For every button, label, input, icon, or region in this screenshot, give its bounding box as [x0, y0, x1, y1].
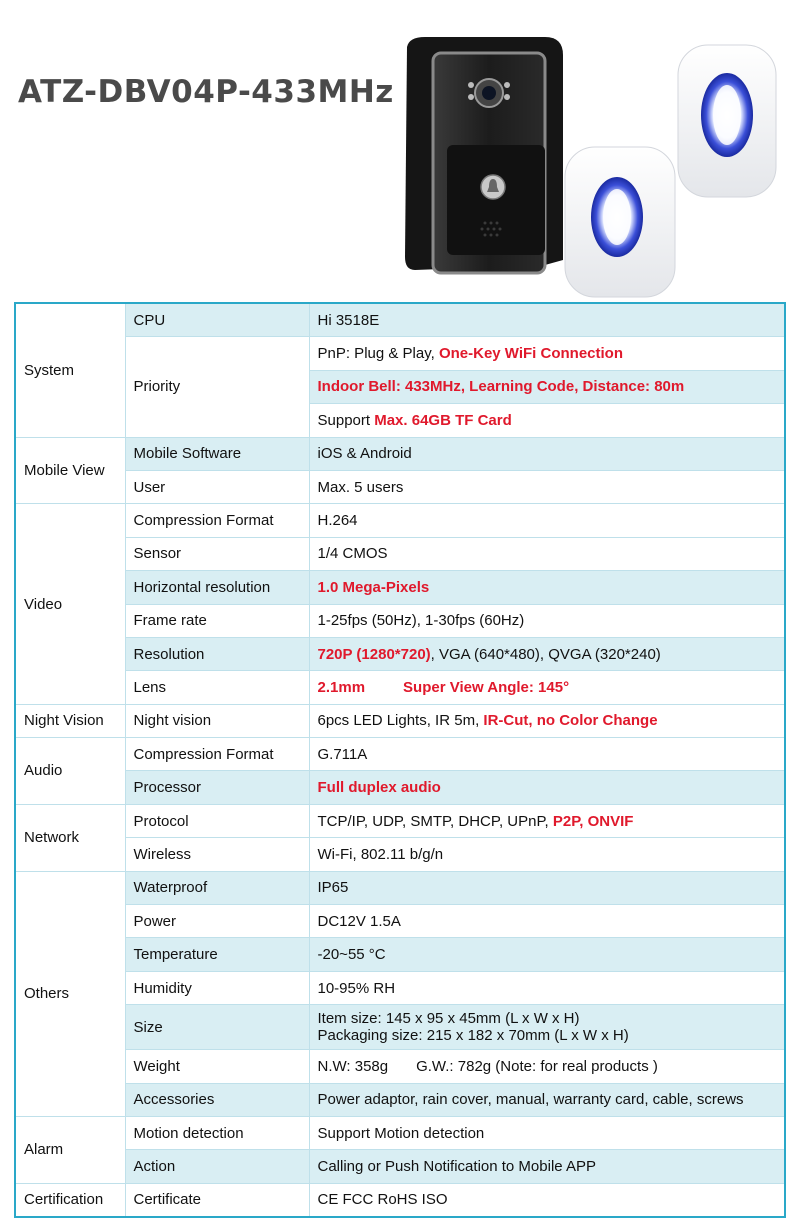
row-label: Humidity	[125, 971, 309, 1004]
row-value: iOS & Android	[309, 437, 785, 470]
table-row	[15, 704, 785, 737]
product-photo	[395, 25, 800, 300]
row-label: Sensor	[125, 537, 309, 570]
row-label: Temperature	[125, 938, 309, 971]
row-value: Power adaptor, rain cover, manual, warranty card, cable, screws	[309, 1083, 785, 1116]
row-label: Processor	[125, 771, 309, 804]
table-row	[15, 504, 785, 537]
table-row	[15, 470, 785, 503]
table-row	[15, 804, 785, 837]
group-label-system: System	[15, 303, 125, 437]
row-label: Motion detection	[125, 1116, 309, 1149]
table-row	[15, 1116, 785, 1149]
row-label: Frame rate	[125, 604, 309, 637]
row-value: CE FCC RoHS ISO	[309, 1183, 785, 1217]
table-row	[15, 671, 785, 704]
table-row	[15, 1005, 785, 1050]
row-label: CPU	[125, 303, 309, 337]
group-label-audio: Audio	[15, 738, 125, 805]
row-label: Protocol	[125, 804, 309, 837]
table-row	[15, 604, 785, 637]
row-value: Item size: 145 x 95 x 45mm (L x W x H) Packaging size: 215 x 182 x 70mm (L x W x H)	[309, 1005, 785, 1050]
row-value: Support Max. 64GB TF Card	[309, 404, 785, 437]
row-label: Weight	[125, 1050, 309, 1083]
group-label-certification: Certification	[15, 1183, 125, 1217]
row-value: DC12V 1.5A	[309, 905, 785, 938]
table-row	[15, 571, 785, 604]
table-row	[15, 1183, 785, 1217]
row-value: 1.0 Mega-Pixels	[309, 571, 785, 604]
row-label: Horizontal resolution	[125, 571, 309, 604]
row-value: H.264	[309, 504, 785, 537]
row-label: User	[125, 470, 309, 503]
row-value: Calling or Push Notification to Mobile APP	[309, 1150, 785, 1183]
table-row	[15, 437, 785, 470]
row-value: N.W: 358g G.W.: 782g (Note: for real products )	[309, 1050, 785, 1083]
row-value: Wi-Fi, 802.11 b/g/n	[309, 838, 785, 871]
group-label-alarm: Alarm	[15, 1116, 125, 1183]
spec-table	[14, 302, 786, 1218]
row-label: Night vision	[125, 704, 309, 737]
row-value: Support Motion detection	[309, 1116, 785, 1149]
product-title: ATZ-DBV04P-433MHz	[18, 74, 394, 110]
table-row	[15, 871, 785, 904]
table-row	[15, 1150, 785, 1183]
row-label: Wireless	[125, 838, 309, 871]
row-label: Mobile Software	[125, 437, 309, 470]
row-label: Accessories	[125, 1083, 309, 1116]
row-label: Compression Format	[125, 738, 309, 771]
row-label: Compression Format	[125, 504, 309, 537]
row-value: IP65	[309, 871, 785, 904]
row-value: 720P (1280*720), VGA (640*480), QVGA (320*240)	[309, 637, 785, 670]
group-label-mobile-view: Mobile View	[15, 437, 125, 504]
row-value: Indoor Bell: 433MHz, Learning Code, Distance: 80m	[309, 370, 785, 403]
row-value: 10-95% RH	[309, 971, 785, 1004]
row-value: G.711A	[309, 738, 785, 771]
group-label-others: Others	[15, 871, 125, 1116]
row-label: Priority	[125, 337, 309, 437]
table-row	[15, 1083, 785, 1116]
group-label-night-vision: Night Vision	[15, 704, 125, 737]
table-row	[15, 637, 785, 670]
table-row	[15, 938, 785, 971]
table-row	[15, 771, 785, 804]
row-label: Waterproof	[125, 871, 309, 904]
row-value: TCP/IP, UDP, SMTP, DHCP, UPnP, P2P, ONVIF	[309, 804, 785, 837]
table-row	[15, 971, 785, 1004]
group-label-video: Video	[15, 504, 125, 704]
row-value: 1-25fps (50Hz), 1-30fps (60Hz)	[309, 604, 785, 637]
row-value: 6pcs LED Lights, IR 5m, IR-Cut, no Color Change	[309, 704, 785, 737]
row-value: 1/4 CMOS	[309, 537, 785, 570]
table-row	[15, 1050, 785, 1083]
table-row	[15, 537, 785, 570]
row-value: Hi 3518E	[309, 303, 785, 337]
group-label-network: Network	[15, 804, 125, 871]
row-value: PnP: Plug & Play, One-Key WiFi Connection	[309, 337, 785, 370]
table-row	[15, 337, 785, 370]
table-row	[15, 738, 785, 771]
row-value: Max. 5 users	[309, 470, 785, 503]
row-value: 2.1mm Super View Angle: 145°	[309, 671, 785, 704]
row-value: Full duplex audio	[309, 771, 785, 804]
table-row	[15, 838, 785, 871]
row-value: -20~55 °C	[309, 938, 785, 971]
row-label: Action	[125, 1150, 309, 1183]
row-label: Resolution	[125, 637, 309, 670]
row-label: Certificate	[125, 1183, 309, 1217]
table-row	[15, 303, 785, 337]
table-row	[15, 905, 785, 938]
row-label: Size	[125, 1005, 309, 1050]
row-label: Power	[125, 905, 309, 938]
row-label: Lens	[125, 671, 309, 704]
